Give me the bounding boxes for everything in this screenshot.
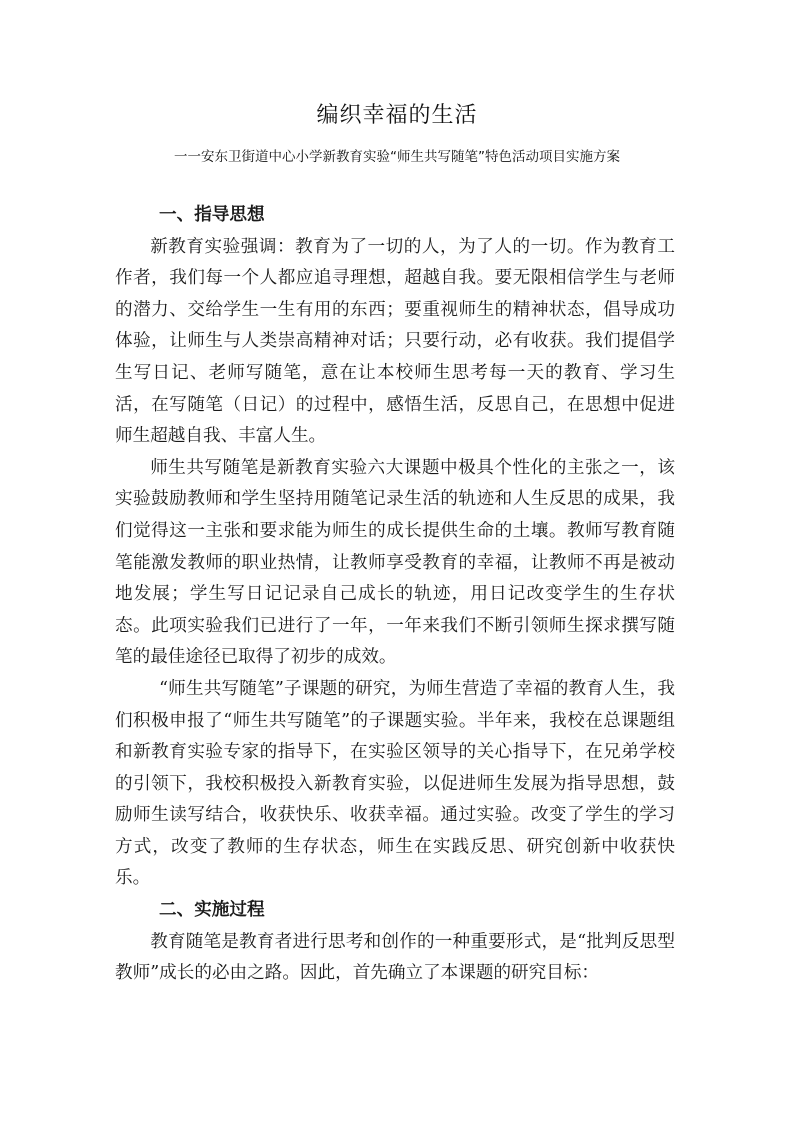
section-heading-implementation: 二、实施过程 [159, 900, 265, 921]
document-title: 编织幸福的生活 [316, 103, 478, 128]
document-subtitle: 一一安东卫街道中心小学新教育实验“师生共写随笔”特色活动项目实施方案 [174, 149, 620, 165]
paragraph: “师生共写随笔”子课题的研究，为师生营造了幸福的教育人生，我们积极申报了“师生共写随笔”的子课题实验。半年来，我校在总课题组和新教育实验专家的指导下，在实验区领导的关心指导下，在兄弟学校的引领下，我校积极投入新教育实验，以促进师生发展为指导思想，鼓励师生读写结合，收获快乐、收获幸福。通过实验。改变了学生的学习方式，改变了教师的生存状态，师生在实践反思、研究创新中收获快乐。 [115, 678, 675, 889]
paragraph: 师生共写随笔是新教育实验六大课题中极具个性化的主张之一，该实验鼓励教师和学生坚持用随笔记录生活的轨迹和人生反思的成果，我们觉得这一主张和要求能为师生的成长提供生命的土壤。教师写教育随笔能激发教师的职业热情，让教师享受教育的幸福，让教师不再是被动地发展；学生写日记记录自己成长的轨迹，用日记改变学生的生存状态。此项实验我们已进行了一年，一年来我们不断引领师生探求撰写随笔的最佳途径已取得了初步的成效。 [115, 457, 675, 668]
document-body [115, 200, 675, 990]
paragraph: 教育随笔是教育者进行思考和创作的一种重要形式，是“批判反思型教师”成长的必由之路。因此，首先确立了本课题的研究目标： [115, 931, 675, 984]
section-heading-guiding-ideology: 一、指导思想 [159, 205, 265, 225]
paragraph: 新教育实验强调：教育为了一切的人，为了人的一切。作为教育工作者，我们每一个人都应追寻理想，超越自我。要无限相信学生与老师的潜力、交给学生一生有用的东西；要重视师生的精神状态，倡导成功体验，让师生与人类崇高精神对话；只要行动，必有收获。我们提倡学生写日记、老师写随笔，意在让本校师生思考每一天的教育、学习生活，在写随笔（日记）的过程中，感悟生活，反思自己，在思想中促进师生超越自我、丰富人生。 [115, 236, 675, 447]
